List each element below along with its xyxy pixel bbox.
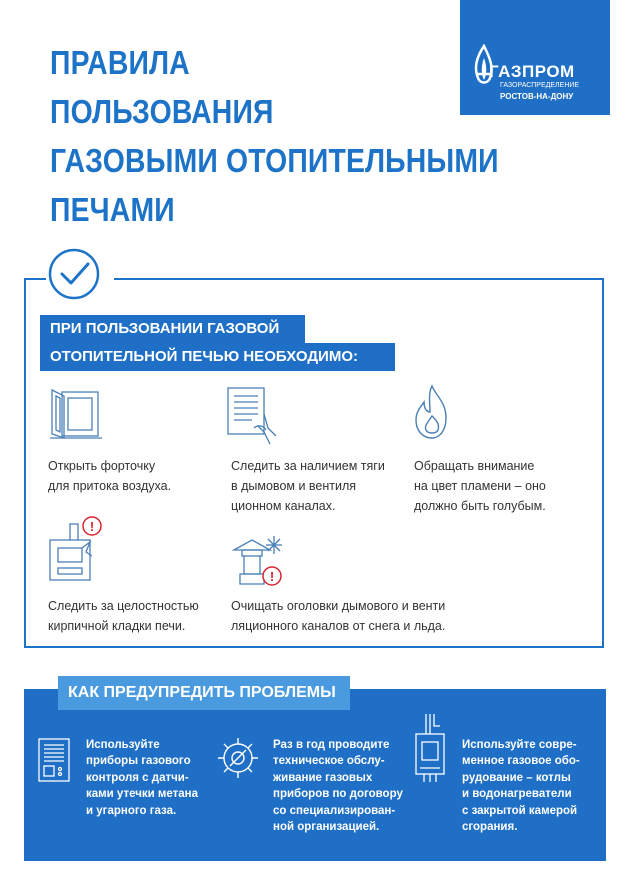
checkmark-icon xyxy=(46,246,102,302)
stove-warning-icon xyxy=(46,512,106,584)
section-heading-line: ПРИ ПОЛЬЗОВАНИИ ГАЗОВОЙ xyxy=(40,315,305,343)
rule-text: Обращать внимание на цвет пламени – оно должно быть голубым. xyxy=(414,459,546,513)
title-line: ГАЗОВЫМИ ОТОПИТЕЛЬНЫМИ xyxy=(50,142,499,179)
section-heading-line: ОТОПИТЕЛЬНОЙ ПЕЧЬЮ НЕОБХОДИМО: xyxy=(40,343,395,371)
svg-text:!: ! xyxy=(89,519,95,534)
logo-brand: ГАЗПРОМ xyxy=(489,62,575,81)
window-icon xyxy=(48,386,104,442)
prevention-heading: КАК ПРЕДУПРЕДИТЬ ПРОБЛЕМЫ xyxy=(68,684,336,701)
rule-text: Очищать оголовки дымового и венти ляционного каналов от снега и льда. xyxy=(231,599,446,633)
rule-text: Следить за наличием тяги в дымовом и вентиля ционном каналах. xyxy=(231,459,385,513)
chimney-snow-icon xyxy=(228,534,290,590)
gas-detector-icon xyxy=(36,736,72,784)
rule-text: Следить за целостностью кирпичной кладки печи. xyxy=(48,599,199,633)
boiler-icon xyxy=(410,712,450,784)
flame-icon xyxy=(412,384,452,442)
logo-city: РОСТОВ-НА-ДОНУ xyxy=(500,92,574,101)
svg-text:!: ! xyxy=(269,569,275,584)
document-hand-icon xyxy=(224,384,280,448)
title-line: ПОЛЬЗОВАНИЯ xyxy=(50,93,274,130)
logo-subtitle: ГАЗОРАСПРЕДЕЛЕНИЕ xyxy=(500,82,580,89)
prevention-text: Используйте приборы газового контроля с датчи- ками утечки метана и угарного газа. xyxy=(86,739,199,817)
prevention-text: Используйте совре- менное газовое обо- рудование – котлы и водонагреватели с закрытой камерой сгорания. xyxy=(462,739,580,834)
page-title xyxy=(50,38,499,234)
title-line: ПРАВИЛА xyxy=(50,44,190,81)
title-line: ПЕЧАМИ xyxy=(50,191,175,228)
gazprom-logo xyxy=(460,0,610,115)
rule-text: Открыть форточку для притока воздуха. xyxy=(48,459,172,493)
prevention-text: Раз в год проводите техническое обслу- живание газовых приборов по договору со специализирован- ной организацией. xyxy=(273,739,403,834)
gear-tools-icon xyxy=(214,734,262,782)
